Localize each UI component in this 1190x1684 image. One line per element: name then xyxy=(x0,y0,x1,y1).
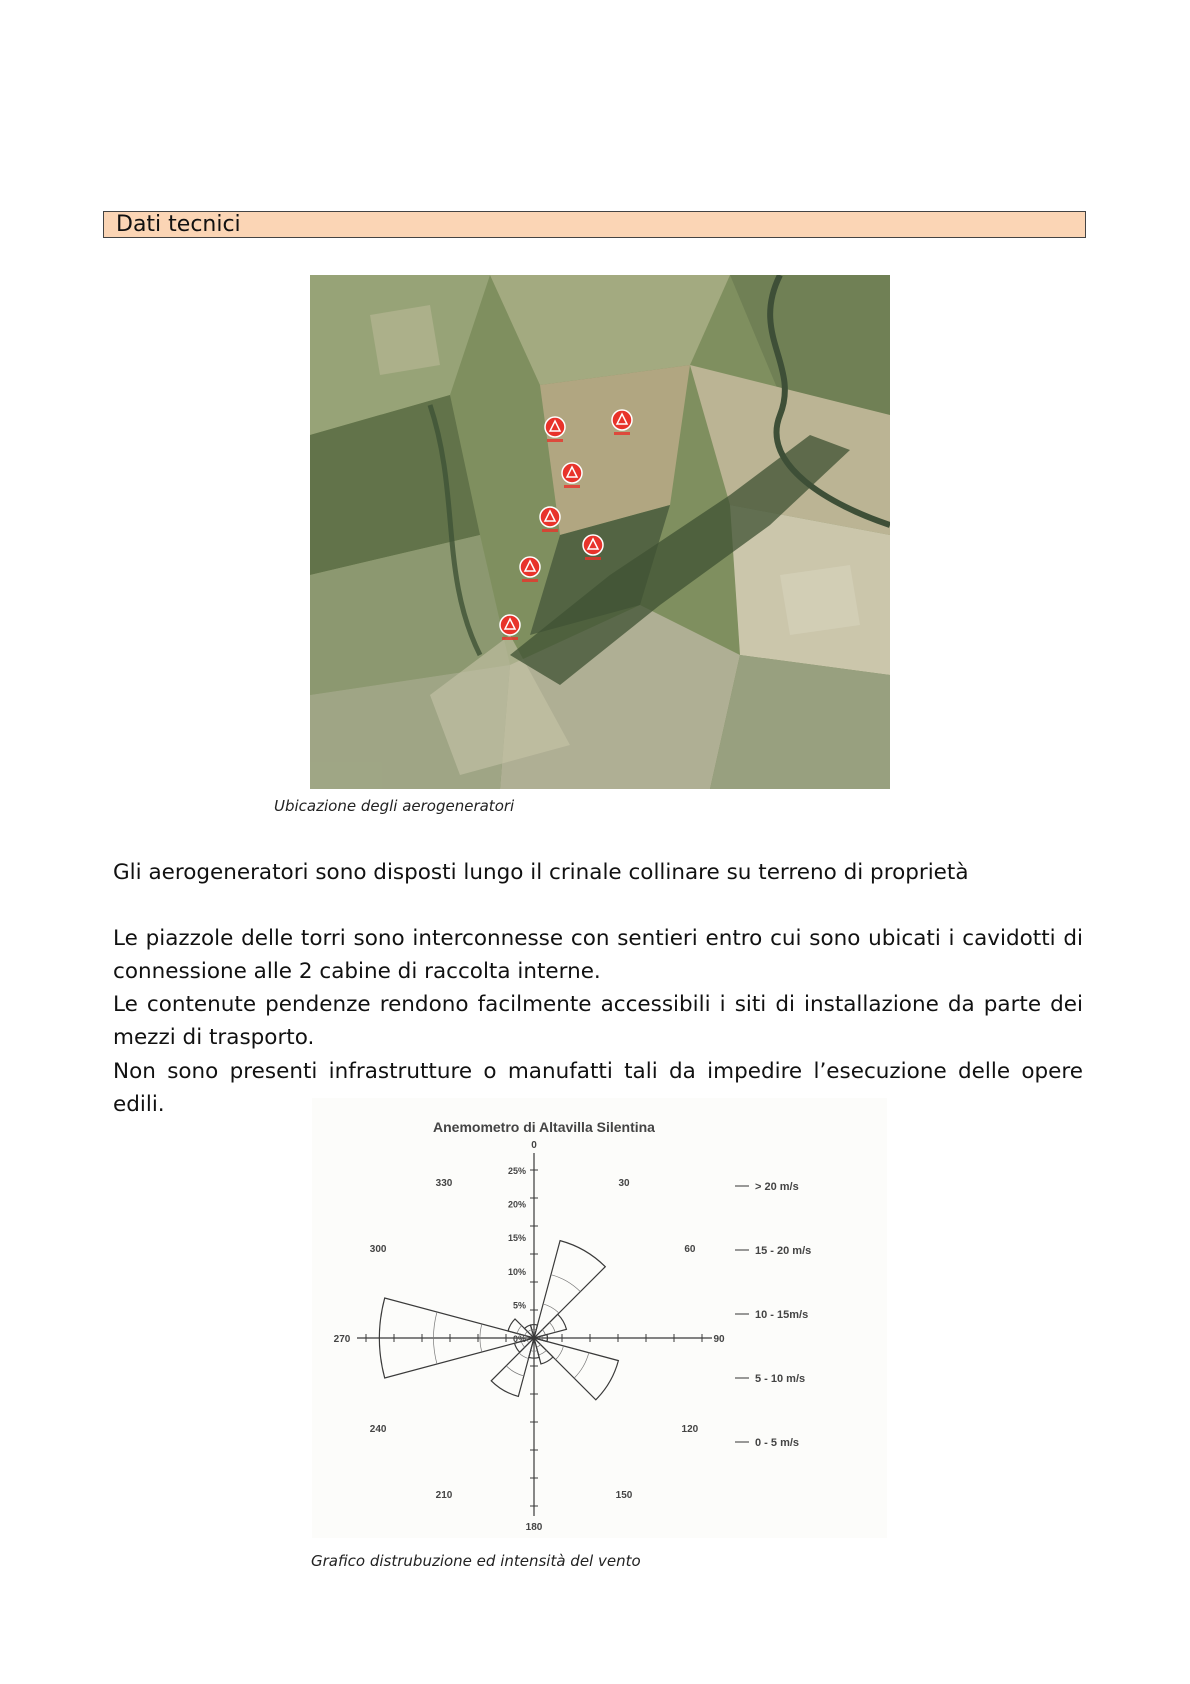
paragraph-1: Gli aerogeneratori sono disposti lungo il crinale collinare su terreno di proprietà xyxy=(113,860,969,885)
radial-tick-label: 20% xyxy=(507,1199,526,1210)
legend-entry: > 20 m/s xyxy=(755,1181,799,1193)
direction-label-270: 270 xyxy=(333,1334,351,1345)
aerial-map-image xyxy=(310,275,890,789)
map-caption: Ubicazione degli aerogeneratori xyxy=(274,797,515,815)
paragraph-2: Le piazzole delle torri sono interconnesse con sentieri entro cui sono ubicati i cavidotti di connessione alle 2 cabine di raccolta interne. xyxy=(113,926,1083,984)
legend-entry: 15 - 20 m/s xyxy=(755,1245,812,1257)
wind-sector-30 xyxy=(534,1241,605,1338)
section-title: Dati tecnici xyxy=(116,212,241,237)
direction-label-300: 300 xyxy=(369,1244,387,1255)
legend-entry: 5 - 10 m/s xyxy=(755,1373,806,1385)
chart-caption: Grafico distrubuzione ed intensità del vento xyxy=(311,1552,641,1570)
direction-label-240: 240 xyxy=(369,1424,387,1435)
speed-class-arc xyxy=(528,1330,532,1332)
speed-class-arc xyxy=(539,1350,547,1355)
direction-label-180: 180 xyxy=(525,1522,543,1533)
direction-label-90: 90 xyxy=(713,1334,725,1345)
direction-label-150: 150 xyxy=(615,1489,633,1501)
radial-tick-label: 10% xyxy=(507,1266,526,1277)
chart-title: Anemometro di Altavilla Silentina xyxy=(433,1119,655,1135)
radial-tick-label: 5% xyxy=(512,1300,526,1311)
speed-class-arc xyxy=(506,1366,524,1376)
radial-tick-label: 15% xyxy=(507,1233,526,1244)
direction-label-30: 30 xyxy=(618,1178,630,1190)
direction-label-60: 60 xyxy=(684,1244,696,1255)
paragraph-3: Le contenute pendenze rendono facilmente accessibili i siti di installazione da parte dei mezzi di trasporto. xyxy=(113,992,1083,1050)
paragraph-4: Non sono presenti infrastrutture o manufatti tali da impedire l’esecuzione delle opere edili. xyxy=(113,1059,1083,1117)
speed-class-arc xyxy=(574,1353,589,1378)
section-header-dati-tecnici xyxy=(103,211,1086,238)
direction-label-120: 120 xyxy=(681,1424,699,1435)
speed-class-arc xyxy=(517,1326,522,1334)
speed-class-arc xyxy=(542,1330,545,1335)
legend-entry: 0 - 5 m/s xyxy=(755,1437,800,1449)
legend-entry: 10 - 15m/s xyxy=(755,1309,809,1321)
speed-class-arc xyxy=(519,1353,528,1358)
speed-class-arc xyxy=(549,1323,555,1333)
direction-label-210: 210 xyxy=(435,1489,453,1501)
speed-class-arc xyxy=(543,1304,559,1313)
wind-rose-chart xyxy=(312,1098,887,1538)
wind-sector-210 xyxy=(491,1338,534,1396)
radial-tick-label: 25% xyxy=(507,1166,526,1176)
speed-class-arc xyxy=(556,1346,564,1360)
direction-label-330: 330 xyxy=(435,1178,453,1190)
radial-tick-label: 0% xyxy=(512,1334,526,1344)
terrain-patches xyxy=(310,275,890,789)
direction-label-0: 0 xyxy=(531,1140,537,1151)
speed-class-arc xyxy=(551,1275,580,1292)
wind-sector-120 xyxy=(534,1338,618,1400)
speed-class-arc xyxy=(536,1345,540,1347)
